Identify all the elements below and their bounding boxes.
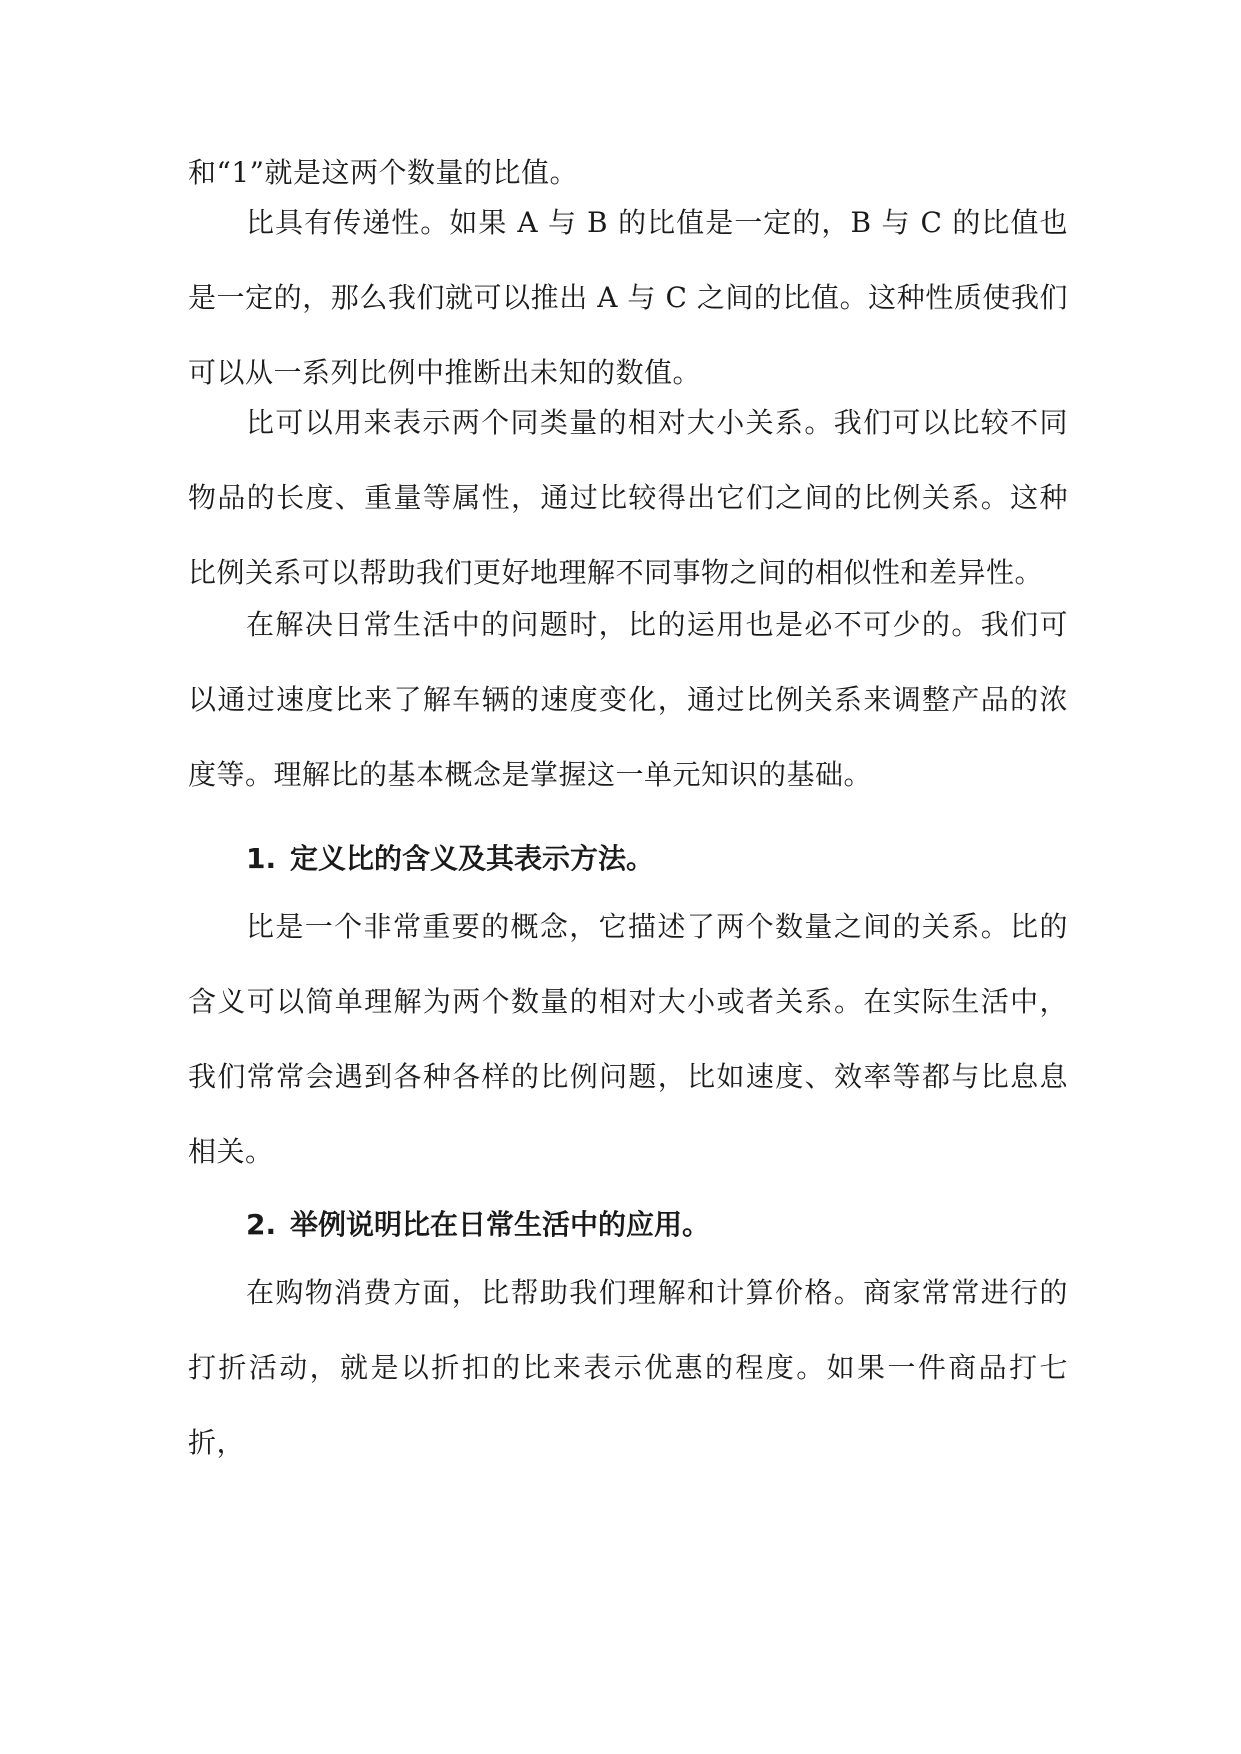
paragraph-definition: 比是一个非常重要的概念，它描述了两个数量之间的关系。比的含义可以简单理解为两个数量的相对大小或者关系。在实际生活中，我们常常会遇到各种各样的比例问题，比如速度、效率等都与比息息相关。 <box>188 910 1068 1168</box>
paragraph-daily-use: 在解决日常生活中的问题时，比的运用也是必不可少的。我们可以通过速度比来了解车辆的速度变化，通过比例关系来调整产品的浓度等。理解比的基本概念是掌握这一单元知识的基础。 <box>188 608 1068 791</box>
heading-title: 举例说明比在日常生活中的应用。 <box>290 1208 711 1241</box>
heading-number: 1. <box>246 842 277 875</box>
section-heading-1 <box>246 839 654 879</box>
paragraph-continuation: 和“1”就是这两个数量的比值。 <box>188 156 578 189</box>
heading-number: 2. <box>246 1208 277 1241</box>
paragraph-transitivity: 比具有传递性。如果 A 与 B 的比值是一定的，B 与 C 的比值也是一定的，那么我们就可以推出 A 与 C 之间的比值。这种性质使我们可以从一系列比例中推断出未知的数值。 <box>188 206 1068 389</box>
paragraph-relative-size: 比可以用来表示两个同类量的相对大小关系。我们可以比较不同物品的长度、重量等属性，通过比较得出它们之间的比例关系。这种比例关系可以帮助我们更好地理解不同事物之间的相似性和差异性。 <box>188 406 1068 589</box>
paragraph-shopping: 在购物消费方面，比帮助我们理解和计算价格。商家常常进行的打折活动，就是以折扣的比来表示优惠的程度。如果一件商品打七折， <box>188 1276 1068 1459</box>
section-heading-2 <box>246 1205 710 1245</box>
heading-title: 定义比的含义及其表示方法。 <box>290 842 655 875</box>
